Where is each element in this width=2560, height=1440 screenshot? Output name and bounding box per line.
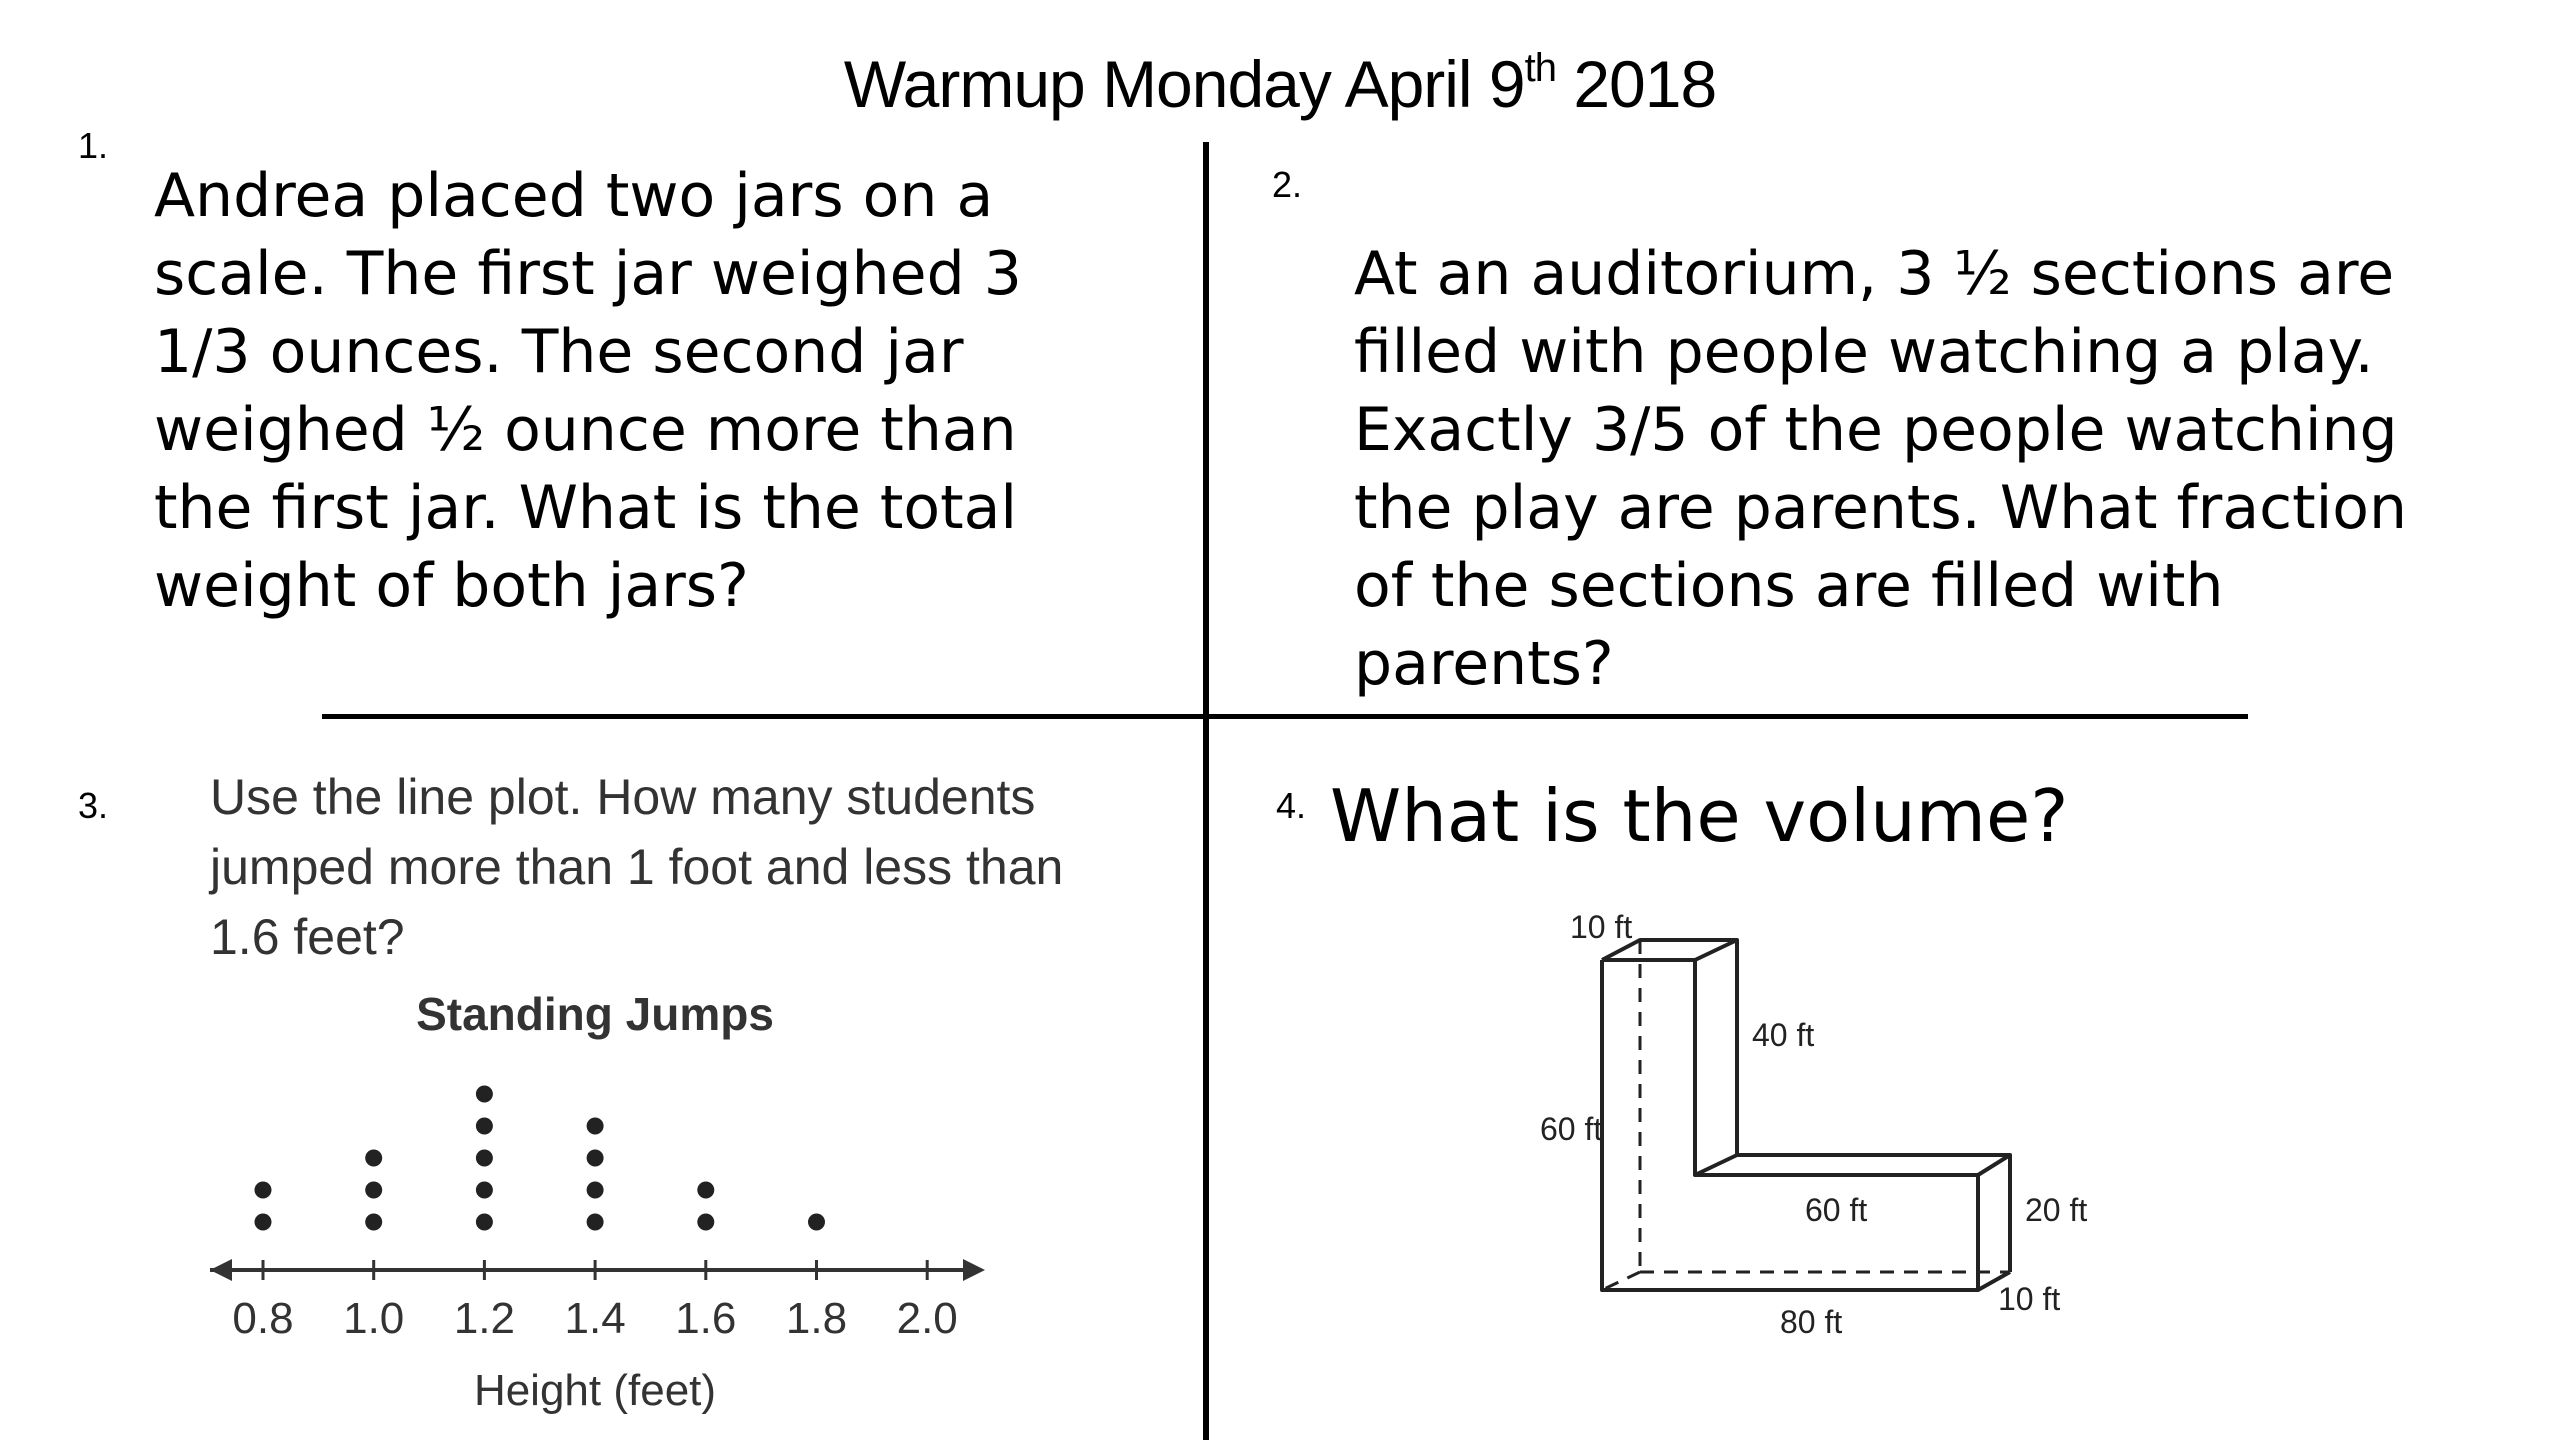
question-2-text: At an auditorium, 3 ½ sections are filled with people watching a play. Exactly 3/5 of the people watching the play are parents. What fraction of the sections are filled with parents? <box>1354 239 2408 699</box>
data-dot <box>365 1150 382 1167</box>
label-inner-height: 40 ft <box>1752 1017 1815 1053</box>
data-dot <box>255 1214 272 1231</box>
tick-label: 1.8 <box>785 1294 848 1343</box>
hidden-depth-edge <box>1602 1272 1640 1290</box>
data-dot <box>476 1214 493 1231</box>
label-top-width: 10 ft <box>1570 909 1633 945</box>
label-height: 60 ft <box>1540 1111 1603 1147</box>
tick-label: 0.8 <box>232 1294 294 1343</box>
question-4-number: 4. <box>1276 785 1307 826</box>
question-2-number: 2. <box>1272 164 1303 205</box>
data-dot <box>697 1214 714 1231</box>
data-dot <box>587 1150 604 1167</box>
question-1-text: Andrea placed two jars on a scale. The first jar weighed 3 1/3 ounces. The second jar weighed ½ ounce more than the first jar. What is the total weight of both jars? <box>154 161 1022 621</box>
data-dot <box>365 1182 382 1199</box>
line-plot <box>180 980 1040 1440</box>
front-face <box>1602 960 1978 1290</box>
tick-label: 1.0 <box>343 1294 405 1343</box>
label-depth: 10 ft <box>1998 1281 2061 1317</box>
page-title: Warmup Monday April 9th 2018 <box>843 46 1717 121</box>
step-top <box>1695 1155 2010 1175</box>
data-dot <box>476 1150 493 1167</box>
chart-title: Standing Jumps <box>416 988 774 1040</box>
data-dot <box>255 1182 272 1199</box>
data-dot <box>697 1182 714 1199</box>
data-dot <box>587 1214 604 1231</box>
data-dot <box>365 1214 382 1231</box>
data-dot <box>476 1086 493 1103</box>
data-dot <box>587 1182 604 1199</box>
question-4-text: What is the volume? <box>1330 774 2069 858</box>
label-inner-length: 60 ft <box>1805 1192 1868 1228</box>
chart-dots <box>255 1086 826 1231</box>
horizontal-divider <box>322 714 2248 719</box>
l-prism-figure <box>1520 900 2160 1360</box>
question-3-number: 3. <box>78 785 109 826</box>
data-dot <box>808 1214 825 1231</box>
data-dot <box>476 1182 493 1199</box>
vertical-divider <box>1203 142 1209 1440</box>
label-bottom-length: 80 ft <box>1780 1304 1843 1340</box>
x-axis-label: Height (feet) <box>473 1366 717 1415</box>
question-3-text: Use the line plot. How many students jumped more than 1 foot and less than 1.6 feet? <box>210 769 1064 965</box>
data-dot <box>587 1118 604 1135</box>
label-right-height: 20 ft <box>2025 1192 2088 1228</box>
axis-ticks <box>232 1260 957 1343</box>
tick-label: 2.0 <box>896 1294 958 1343</box>
question-1-number: 1. <box>78 125 109 166</box>
tick-label: 1.6 <box>675 1294 737 1343</box>
tick-label: 1.4 <box>564 1294 626 1343</box>
left-arrow <box>210 1259 232 1281</box>
data-dot <box>476 1118 493 1135</box>
tick-label: 1.2 <box>453 1294 515 1343</box>
right-arrow <box>963 1259 985 1281</box>
